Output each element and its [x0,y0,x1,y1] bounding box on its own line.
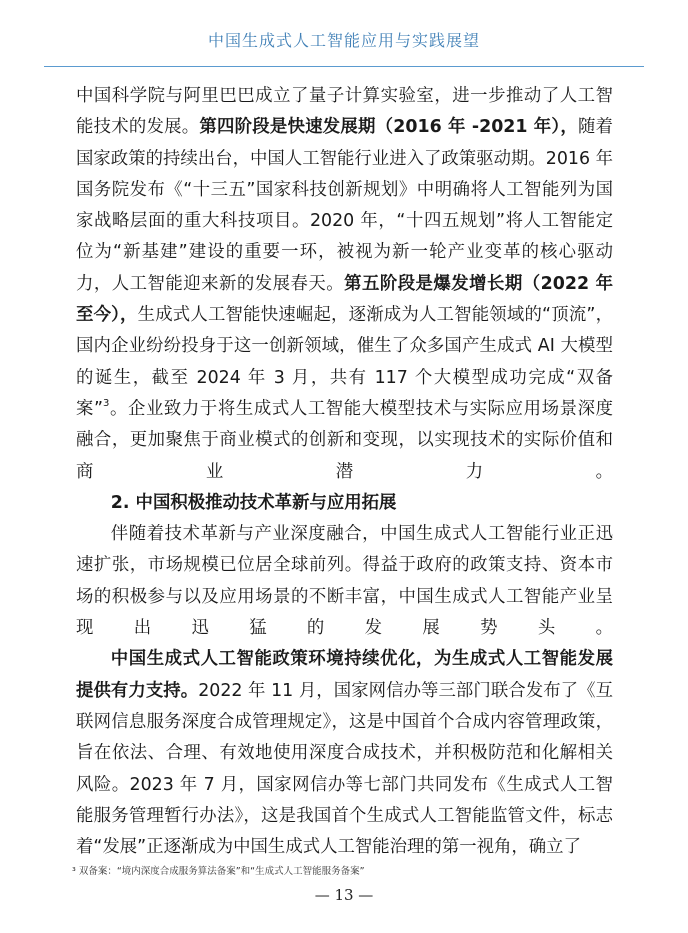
running-header: 中国生成式人工智能应用与实践展望 [207,31,480,50]
paragraph-history-stages [76,81,613,488]
stage-five-heading: 第五阶段是爆发增长期（2022 年至今）， [76,273,613,326]
footnote-ref[interactable]: 3 [103,397,110,409]
text-stage-five: 生成式人工智能快速崛起，逐渐成为人工智能领域的“顶流”，国内企业纷纷投身于这一创新领域，催生了众多国产生成式 AI 大模型的诞生，截至 2024 年 3 月，共有 117 个大模型成功完成“双备案” [76,305,613,419]
paragraph-market-expansion: 伴随着技术革新与产业深度融合，中国生成式人工智能行业正迅速扩张，市场规模已位居全球前列。得益于政府的政策支持、资本市场的积极参与以及应用场景的不断丰富，中国生成式人工智能产业呈现出迅猛的发展势头。 [76,524,613,639]
text-lab-founding: 中国科学院与阿里巴巴成立了量子计算实验室，进一步推动了人工智能技术的发展。 [76,86,613,138]
policy-lead-sentence: 中国生成式人工智能政策环境持续优化，为生成式人工智能发展提供有力支持。 [76,649,613,701]
text-enterprise-focus: 。企业致力于将生成式人工智能大模型技术与实际应用场景深度融合，更加聚焦于商业模式的创新和变现，以实现技术的实际价值和商业潜力。 [76,398,613,482]
text-policy-details: 2022 年 11 月，国家网信办等三部门联合发布了《互联网信息服务深度合成管理规定》，这是中国首个合成内容管理政策，旨在依法、合理、有效地使用深度合成技术，并积极防范和化解相关风险。2023 年 7 月，国家网信办等七部门共同发布《生成式人工智能服务管理暂行办法》，这是我国首个生成式人工智能监管文件，标志着“发展”正逐渐成为中国生成式人工智能治理的第一视角，确立了 [76,680,613,858]
body-text [76,81,613,863]
paragraph-policy-environment [76,644,613,863]
page-number: — 13 — [314,886,374,904]
stage-four-heading: 第四阶段是快速发展期（2016 年 -2021 年）， [199,117,578,138]
text-stage-four: 随着国家政策的持续出台，中国人工智能行业进入了政策驱动期。2016 年国务院发布《“十三五”国家科技创新规划》中明确将人工智能列为国家战略层面的重大科技项目。2020 年，“十四五规划”将人工智能定位为“新基建”建设的重要一环，被视为新一轮产业变革的核心驱动力，人工智能迎来新的发展春天。 [76,117,613,294]
section-heading: 2. 中国积极推动技术革新与应用拓展 [110,492,397,513]
footnote: ³ 双备案：“境内深度合成服务算法备案”和“生成式人工智能服务备案” [72,866,365,877]
header-divider [44,66,644,67]
